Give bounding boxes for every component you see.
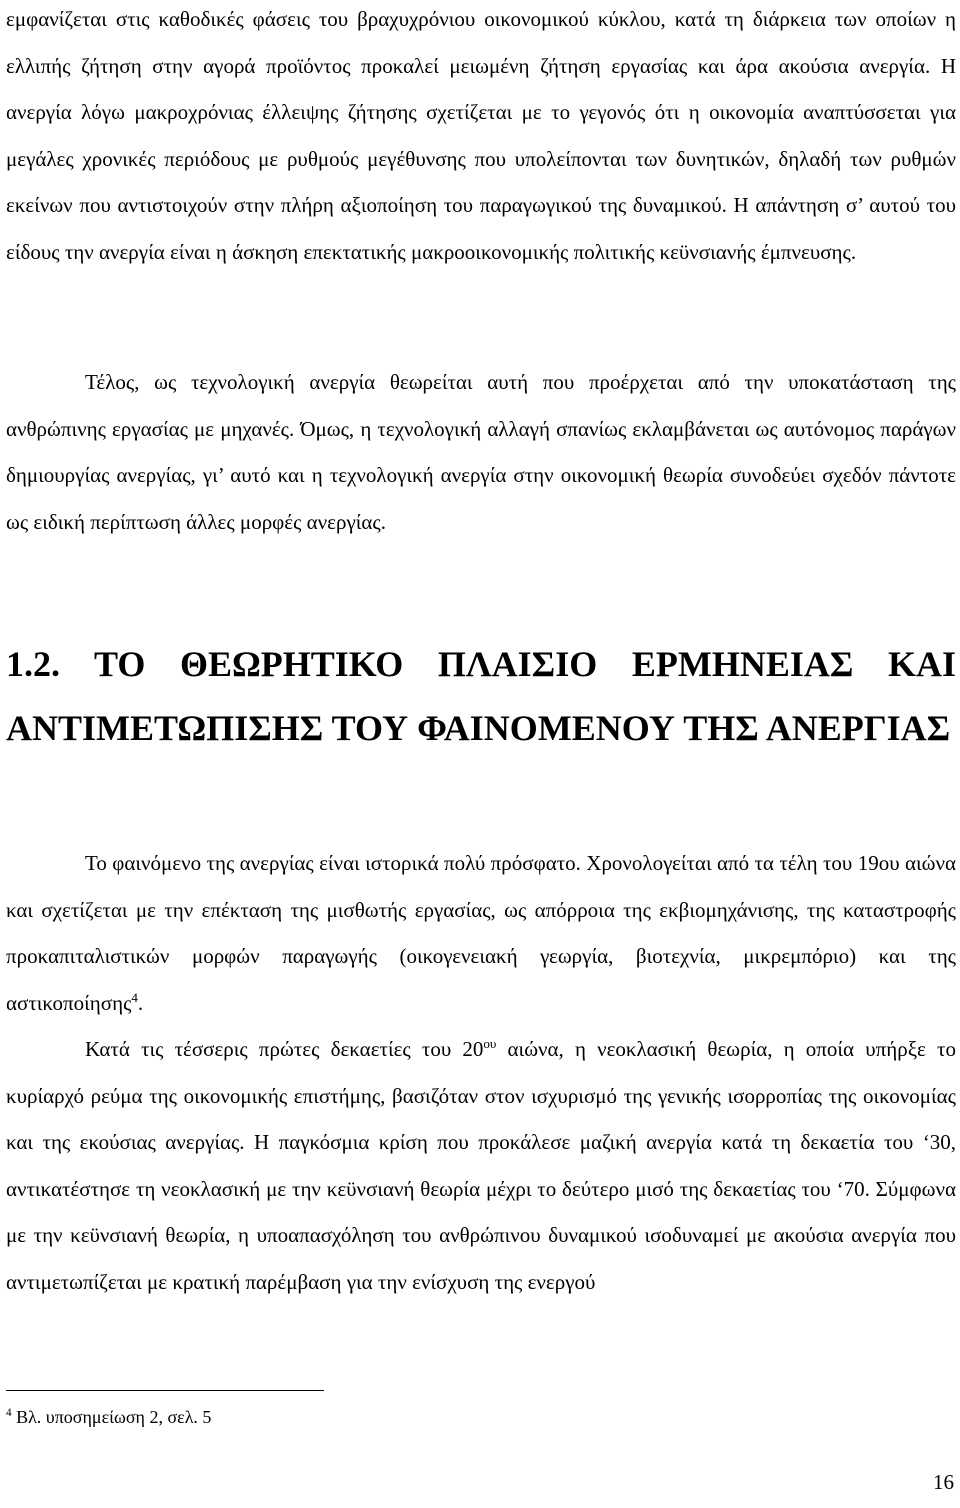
paragraph-history-of-unemployment — [6, 840, 956, 1026]
footnote-reference: 4 — [131, 989, 138, 1005]
footnote-separator — [6, 1390, 324, 1391]
paragraph-cyclical-unemployment — [6, 0, 956, 275]
section-heading: 1.2. ΤΟ ΘΕΩΡΗΤΙΚΟ ΠΛΑΙΣΙΟ ΕΡΜΗΝΕΙΑΣ ΚΑΙ ΑΝΤΙΜΕΤΩΠΙΣΗΣ ΤΟΥ ΦΑΙΝΟΜΕΝΟΥ ΤΗΣ ΑΝΕΡΓΙΑΣ — [6, 644, 956, 748]
ordinal-superscript: ου — [483, 1036, 497, 1051]
paragraph-text-start: Κατά τις τέσσερις πρώτες δεκαετίες του 20 — [85, 1037, 484, 1061]
footnote-number: 4 — [6, 1407, 12, 1419]
paragraph-text: Το φαινόμενο της ανεργίας είναι ιστορικά πολύ πρόσφατο. Χρονολογείται από τα τέλη του 19ου αιώνα και σχετίζεται με την επέκταση της μισθωτής εργασίας, ως απόρροια της εκβιομηχάνισης, της καταστροφής προκαπιταλιστικών μορφών παραγωγής (οικογενειακή γεωργία, βιοτεχνία, μικρεμπόριο) και της αστικοποίησης — [6, 851, 956, 1015]
footnote — [6, 1404, 211, 1430]
paragraph-neoclassical-theory — [6, 1026, 956, 1305]
footnote-text: Βλ. υποσημείωση 2, σελ. 5 — [11, 1407, 212, 1427]
paragraph-end: . — [137, 990, 144, 1015]
paragraph-technological-unemployment — [6, 359, 956, 545]
paragraph-text: Τέλος, ως τεχνολογική ανεργία θεωρείται αυτή που προέρχεται από την υποκατάσταση της ανθρώπινης εργασίας με μηχανές. Όμως, η τεχνολογική αλλαγή σπανίως εκλαμβάνεται ως αυτόνομος παράγων δημιουργίας ανεργίας, γι’ αυτό και η τεχνολογική ανεργία στην οικονομική θεωρία συνοδεύει σχεδόν πάντοτε ως ειδική περίπτωση άλλες μορφές ανεργίας. — [6, 370, 956, 534]
page-number: 16 — [933, 1470, 954, 1494]
paragraph-text: εμφανίζεται στις καθοδικές φάσεις του βραχυχρόνιου οικονομικού κύκλου, κατά τη διάρκεια των οποίων η ελλιπής ζήτηση στην αγορά προϊόντος προκαλεί μειωμένη ζήτηση εργασίας και άρα ακούσια ανεργία. Η ανεργία λόγω μακροχρόνιας έλλειψης ζήτησης σχετίζεται με το γεγονός ότι η οικονομία αναπτύσσεται για μεγάλες χρονικές περιόδους με ρυθμούς μεγέθυνσης που υπολείπονται των δυνητικών, δηλαδή των ρυθμών εκείνων που αντιστοιχούν στην πλήρη αξιοποίηση του παραγωγικού της δυναμικού. Η απάντηση σ’ αυτού του είδους την ανεργία είναι η άσκηση επεκτατικής μακροοικονομικής πολιτικής κεϋνσιανής έμπνευσης. — [6, 7, 956, 264]
paragraph-text-rest: αιώνα, η νεοκλασική θεωρία, η οποία υπήρξε το κυρίαρχό ρεύμα της οικονομικής επιστήμης, βασιζόταν στον ισχυρισμό της γενικής ισορροπίας της οικονομίας και της εκούσιας ανεργίας. Η παγκόσμια κρίση που προκάλεσε μαζική ανεργία κατά τη δεκαετία του ‘30, αντικατέστησε τη νεοκλασική με την κεϋνσιανή θεωρία μέχρι το δεύτερο μισό της δεκαετίας του ‘70. Σύμφωνα με την κεϋνσιανή θεωρία, η υποαπασχόληση του ανθρώπινου δυναμικού ισοδυναμεί με ακούσια ανεργία που αντιμετωπίζεται με κρατική παρέμβαση για την ενίσχυση της ενεργού — [6, 1037, 956, 1294]
